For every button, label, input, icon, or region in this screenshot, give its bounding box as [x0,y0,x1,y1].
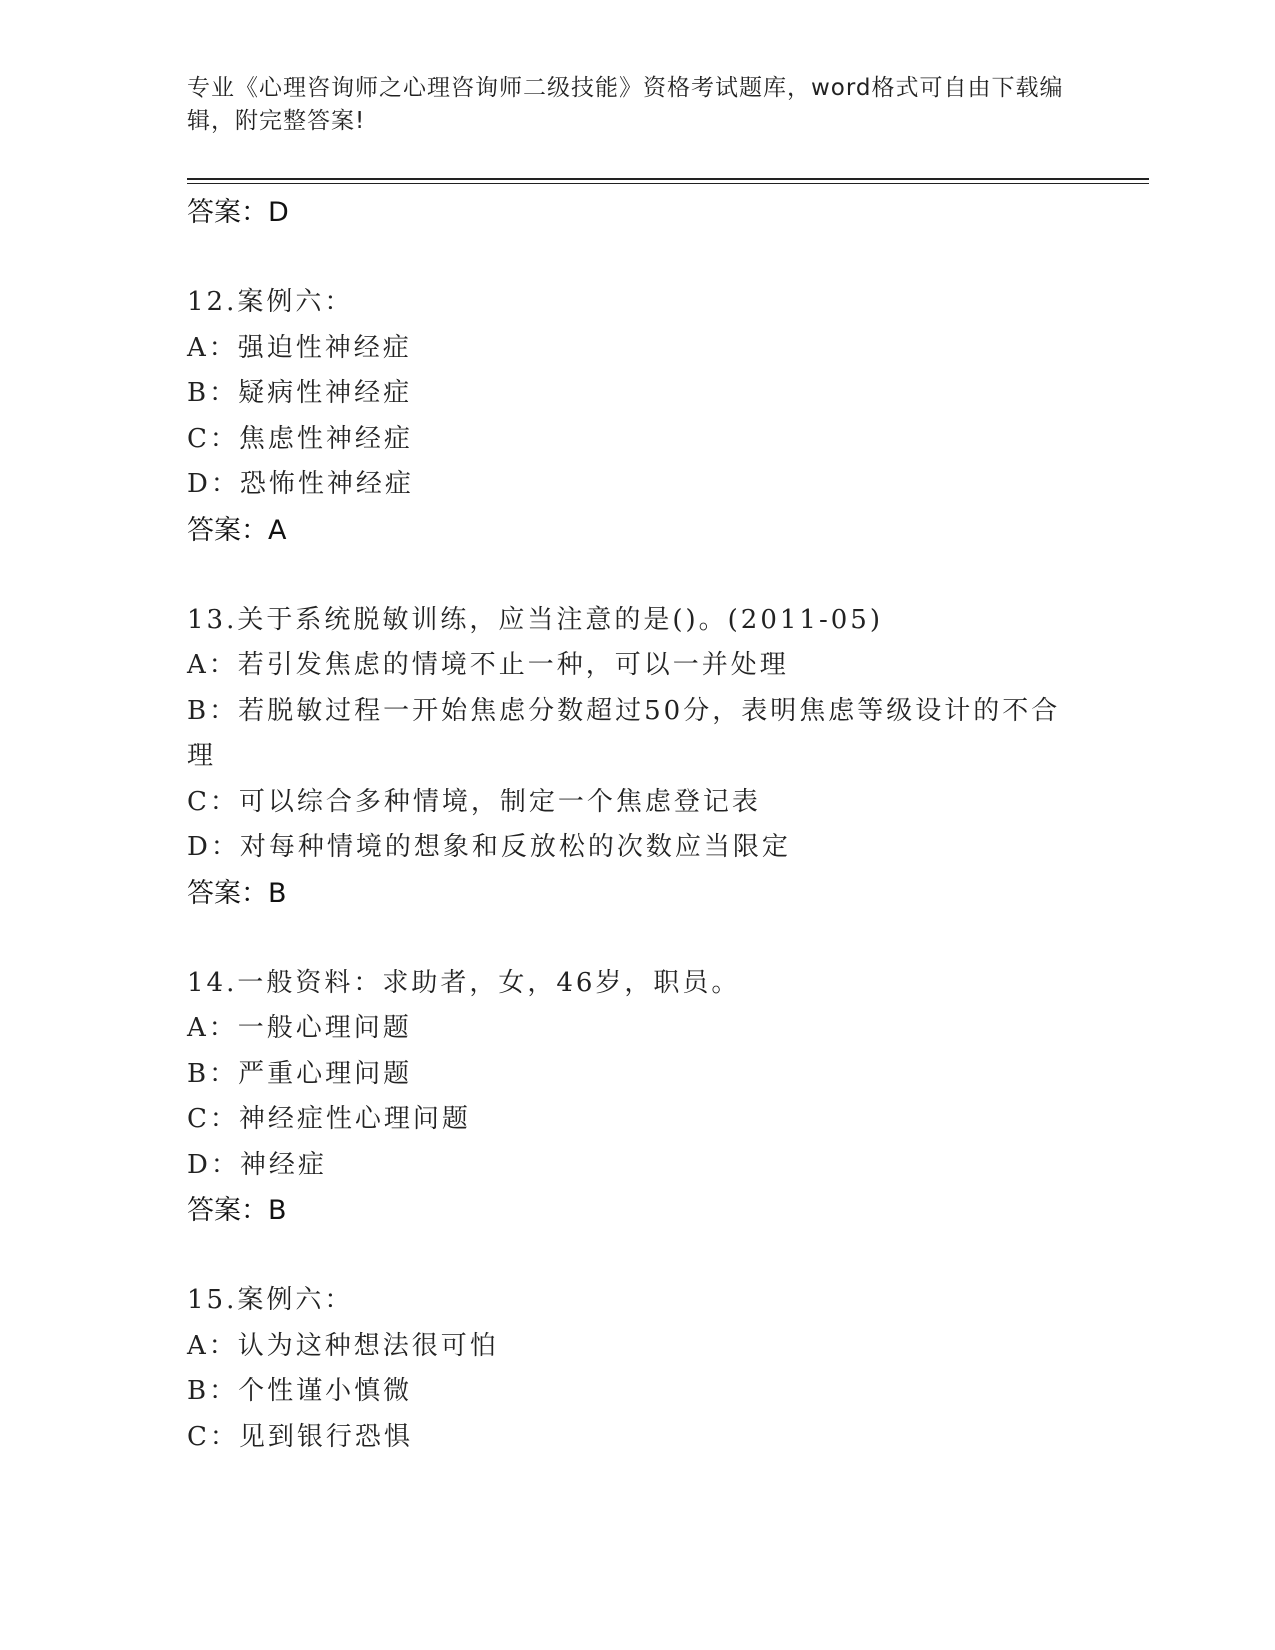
answer-line: 答案：A [187,514,287,546]
option-a: A：认为这种想法很可怕 [187,1330,499,1361]
question-text: 13.关于系统脱敏训练，应当注意的是()。(2011-05) [187,604,883,635]
header-divider-thick [187,178,1149,180]
option-d: D：神经症 [187,1149,327,1180]
option-b: B：严重心理问题 [187,1058,413,1089]
option-c: C：焦虑性神经症 [187,423,413,454]
question-block [187,961,1087,1235]
option-b: B：若脱敏过程一开始焦虑分数超过50分，表明焦虑等级设计的不合理 [187,695,1061,771]
answer-line: 答案：D [187,197,289,228]
option-b: B：个性谨小慎微 [187,1376,413,1406]
question-text: 15.案例六： [187,1285,354,1315]
option-d: D：恐怖性神经症 [187,469,414,499]
option-c: C：神经症性心理问题 [187,1104,471,1134]
question-block [187,1278,1087,1460]
question-list [187,190,1087,1460]
question-block [187,280,1087,554]
option-c: C：可以综合多种情境，制定一个焦虑登记表 [187,786,761,817]
answer-line: 答案：B [187,877,287,909]
option-b: B：疑病性神经症 [187,378,413,408]
header-divider-thin [187,183,1149,184]
question-block [187,598,1087,917]
option-d: D：对每种情境的想象和反放松的次数应当限定 [187,832,791,862]
option-a: A：若引发焦虑的情境不止一种，可以一并处理 [187,650,789,680]
option-c: C：见到银行恐惧 [187,1421,413,1452]
document-header: 专业《心理咨询师之心理咨询师二级技能》资格考试题库，word格式可自由下载编辑，附完整答案! [187,75,1064,134]
question-text: 12.案例六： [187,287,354,317]
answer-line: 答案：B [187,1195,287,1226]
option-a: A：一般心理问题 [187,1013,412,1043]
question-text: 14.一般资料：求助者，女，46岁，职员。 [187,967,741,998]
option-a: A：强迫性神经症 [187,332,412,363]
